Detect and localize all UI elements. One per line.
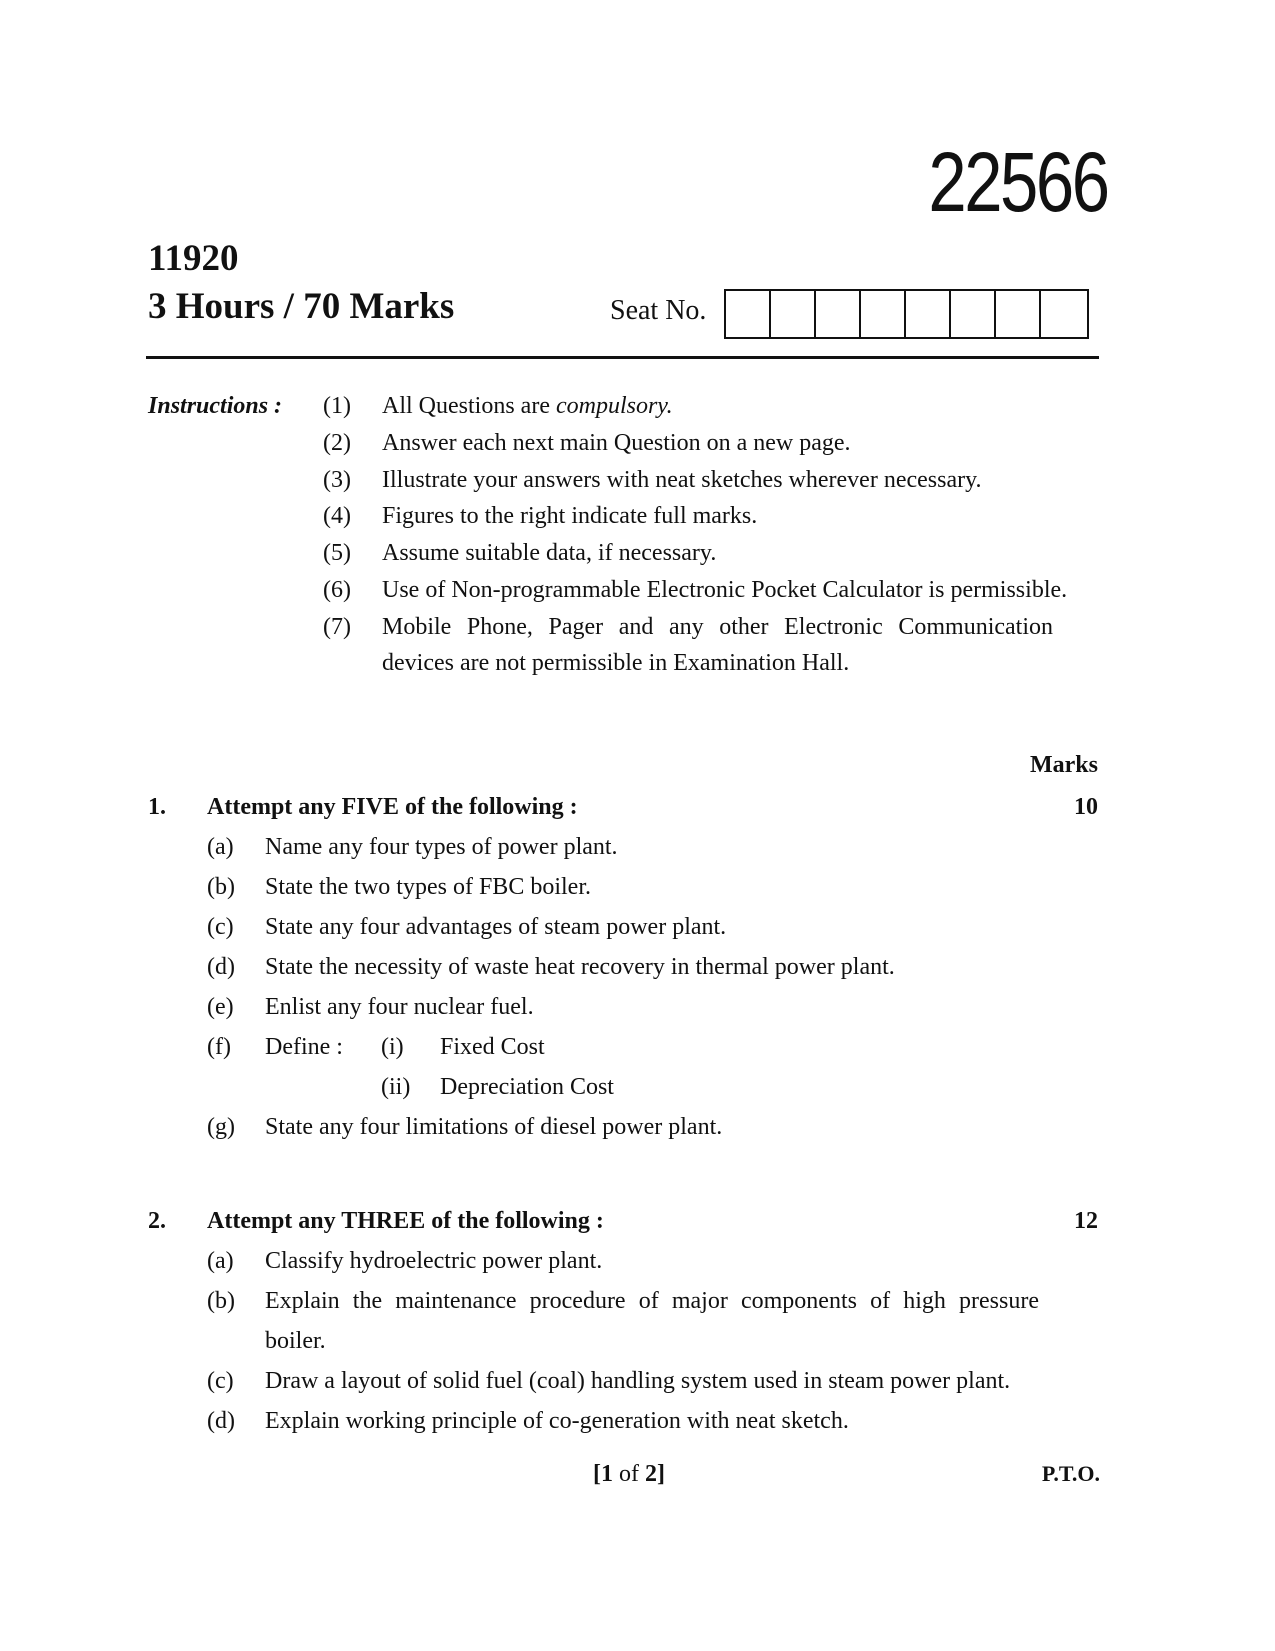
sub-sub-question-label: (ii) [381, 1074, 411, 1100]
page-of: of [613, 1461, 645, 1487]
sub-question-text: State any four limitations of diesel power plant. [265, 1114, 723, 1140]
seat-number-label: Seat No. [610, 295, 707, 326]
sub-question-text: State the two types of FBC boiler. [265, 874, 591, 900]
instruction-text-line2: devices are not permissible in Examination Hall. [382, 650, 850, 676]
sub-question-text: Explain working principle of co-generation with neat sketch. [265, 1408, 849, 1434]
page-current: 1 [601, 1461, 613, 1487]
page-bracket-close: ] [657, 1461, 665, 1487]
sub-sub-question-text: Depreciation Cost [440, 1074, 614, 1100]
seat-number-box-3[interactable] [816, 291, 861, 337]
question-marks: 12 [1074, 1208, 1098, 1234]
instruction-text-line1: Mobile Phone, Pager and any other Electronic Communication [382, 614, 1053, 640]
sub-question-label: (a) [207, 834, 234, 860]
seat-number-box-8[interactable] [1041, 291, 1087, 337]
header-divider [146, 356, 1099, 359]
please-turn-over: P.T.O. [1041, 1461, 1100, 1486]
instructions-label: Instructions : [148, 393, 283, 419]
seat-number-box-2[interactable] [771, 291, 816, 337]
instruction-number: (3) [323, 467, 351, 493]
page-bracket-open: [ [593, 1461, 601, 1487]
sub-question-text: Define : [265, 1034, 343, 1060]
sub-question-text-line1: Explain the maintenance procedure of major components of high pressure [265, 1288, 1039, 1314]
instruction-number: (5) [323, 540, 351, 566]
exam-code: 11920 [148, 238, 239, 279]
sub-question-text: Name any four types of power plant. [265, 834, 618, 860]
sub-question-label: (a) [207, 1248, 234, 1274]
sub-question-text-line2: boiler. [265, 1328, 326, 1354]
question-number: 1. [148, 794, 166, 820]
seat-number-box-4[interactable] [861, 291, 906, 337]
sub-question-label: (c) [207, 914, 234, 940]
sub-question-label: (f) [207, 1034, 231, 1060]
instruction-text-plain: All Questions are [382, 393, 556, 419]
page-total: 2 [645, 1461, 657, 1487]
instruction-number: (1) [323, 393, 351, 419]
sub-question-label: (b) [207, 874, 235, 900]
page-indicator [593, 1461, 665, 1488]
seat-number-box-6[interactable] [951, 291, 996, 337]
instruction-text: Figures to the right indicate full marks. [382, 503, 758, 529]
question-number: 2. [148, 1208, 166, 1234]
sub-question-label: (g) [207, 1114, 235, 1140]
sub-question-text: Classify hydroelectric power plant. [265, 1248, 603, 1274]
sub-question-label: (d) [207, 1408, 235, 1434]
instruction-text: Illustrate your answers with neat sketches wherever necessary. [382, 467, 982, 493]
paper-code: 22566 [928, 135, 1108, 229]
sub-question-text: Enlist any four nuclear fuel. [265, 994, 534, 1020]
instruction-number: (7) [323, 614, 351, 640]
instruction-number: (2) [323, 430, 351, 456]
marks-column-heading: Marks [1030, 752, 1098, 778]
sub-sub-question-label: (i) [381, 1034, 404, 1060]
sub-sub-question-text: Fixed Cost [440, 1034, 545, 1060]
seat-number-box-1[interactable] [726, 291, 771, 337]
instruction-text: Answer each next main Question on a new page. [382, 430, 851, 456]
instruction-text: Assume suitable data, if necessary. [382, 540, 717, 566]
sub-question-label: (b) [207, 1288, 235, 1314]
seat-number-boxes[interactable] [724, 289, 1089, 339]
seat-number-box-7[interactable] [996, 291, 1041, 337]
sub-question-label: (e) [207, 994, 234, 1020]
sub-question-label: (d) [207, 954, 235, 980]
sub-question-text: State the necessity of waste heat recovery in thermal power plant. [265, 954, 895, 980]
instruction-text [382, 393, 673, 420]
question-title: Attempt any FIVE of the following : [207, 794, 578, 820]
instruction-number: (4) [323, 503, 351, 529]
sub-question-label: (c) [207, 1368, 234, 1394]
instruction-text: Use of Non-programmable Electronic Pocket Calculator is permissible. [382, 577, 1068, 603]
instruction-number: (6) [323, 577, 351, 603]
duration-marks: 3 Hours / 70 Marks [148, 286, 455, 327]
question-title: Attempt any THREE of the following : [207, 1208, 604, 1234]
sub-question-text: State any four advantages of steam power plant. [265, 914, 727, 940]
sub-question-text: Draw a layout of solid fuel (coal) handling system used in steam power plant. [265, 1368, 1011, 1394]
instruction-text-emphasis: compulsory. [555, 393, 673, 419]
seat-number-box-5[interactable] [906, 291, 951, 337]
question-marks: 10 [1074, 794, 1098, 820]
